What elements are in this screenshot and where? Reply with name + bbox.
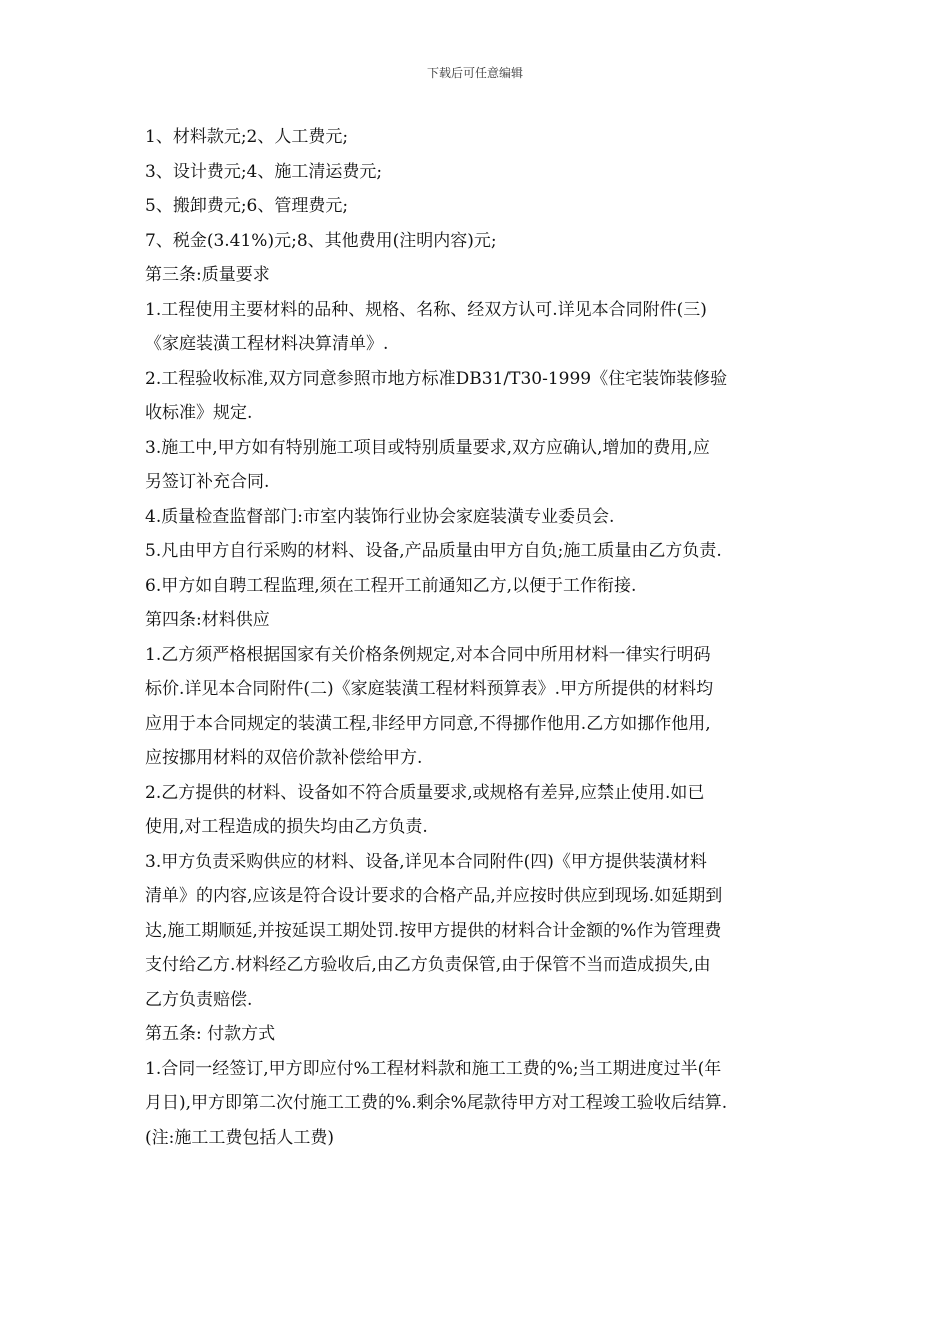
text-line: 支付给乙方.材料经乙方验收后,由乙方负责保管,由于保管不当而造成损失,由 (145, 955, 711, 975)
text-line: 3.施工中,甲方如有特别施工项目或特别质量要求,双方应确认,增加的费用,应 (145, 437, 710, 458)
text-line: 2.乙方提供的材料、设备如不符合质量要求,或规格有差异,应禁止使用.如已 (145, 782, 705, 803)
text-line: 达,施工期顺延,并按延误工期处罚.按甲方提供的材料合计金额的%作为管理费 (145, 920, 722, 941)
text-line: 收标准》规定. (145, 403, 253, 423)
text-line: 3.甲方负责采购供应的材料、设备,详见本合同附件(四)《甲方提供装潢材料 (145, 851, 707, 872)
section-heading: 第五条: 付款方式 (145, 1024, 276, 1044)
text-line: 6.甲方如自聘工程监理,须在工程开工前通知乙方,以便于工作衔接. (145, 575, 637, 596)
page-header: 下载后可任意编辑 (426, 66, 523, 80)
text-line: 使用,对工程造成的损失均由乙方负责. (145, 817, 428, 837)
text-line: 1.工程使用主要材料的品种、规格、名称、经双方认可.详见本合同附件(三) (145, 299, 707, 320)
section-heading: 第三条:质量要求 (145, 265, 270, 285)
text-line: 标价.详见本合同附件(二)《家庭装潢工程材料预算表》.甲方所提供的材料均 (145, 679, 714, 699)
text-line: (注:施工工费包括人工费) (145, 1127, 334, 1148)
text-line: 2.工程验收标准,双方同意参照市地方标准DB31/T30-1999《住宅装饰装修验 (145, 368, 728, 389)
text-line: 5.凡由甲方自行采购的材料、设备,产品质量由甲方自负;施工质量由乙方负责. (145, 541, 722, 561)
text-line: 《家庭装潢工程材料决算清单》. (145, 334, 389, 354)
text-line: 另签订补充合同. (145, 472, 270, 492)
text-line: 应按挪用材料的双倍价款补偿给甲方. (145, 748, 423, 768)
section-heading: 第四条:材料供应 (145, 610, 270, 630)
text-line: 3、设计费元;4、施工清运费元; (145, 161, 383, 182)
text-line: 1.合同一经签订,甲方即应付%工程材料款和施工工费的%;当工期进度过半(年 (145, 1058, 722, 1079)
text-line: 清单》的内容,应该是符合设计要求的合格产品,并应按时供应到现场.如延期到 (145, 886, 723, 906)
text-line: 7、税金(3.41%)元;8、其他费用(注明内容)元; (145, 230, 497, 251)
text-line: 1.乙方须严格根据国家有关价格条例规定,对本合同中所用材料一律实行明码 (145, 644, 711, 665)
text-line: 乙方负责赔偿. (145, 989, 253, 1010)
text-line: 4.质量检查监督部门:市室内装饰行业协会家庭装潢专业委员会. (145, 506, 615, 527)
text-line: 应用于本合同规定的装潢工程,非经甲方同意,不得挪作他用.乙方如挪作他用, (145, 713, 711, 734)
text-line: 5、搬卸费元;6、管理费元; (145, 196, 349, 216)
document-body (145, 120, 815, 1155)
text-line: 月日),甲方即第二次付施工工费的%.剩余%尾款待甲方对工程竣工验收后结算. (145, 1093, 728, 1113)
text-line: 1、材料款元;2、人工费元; (145, 127, 349, 147)
